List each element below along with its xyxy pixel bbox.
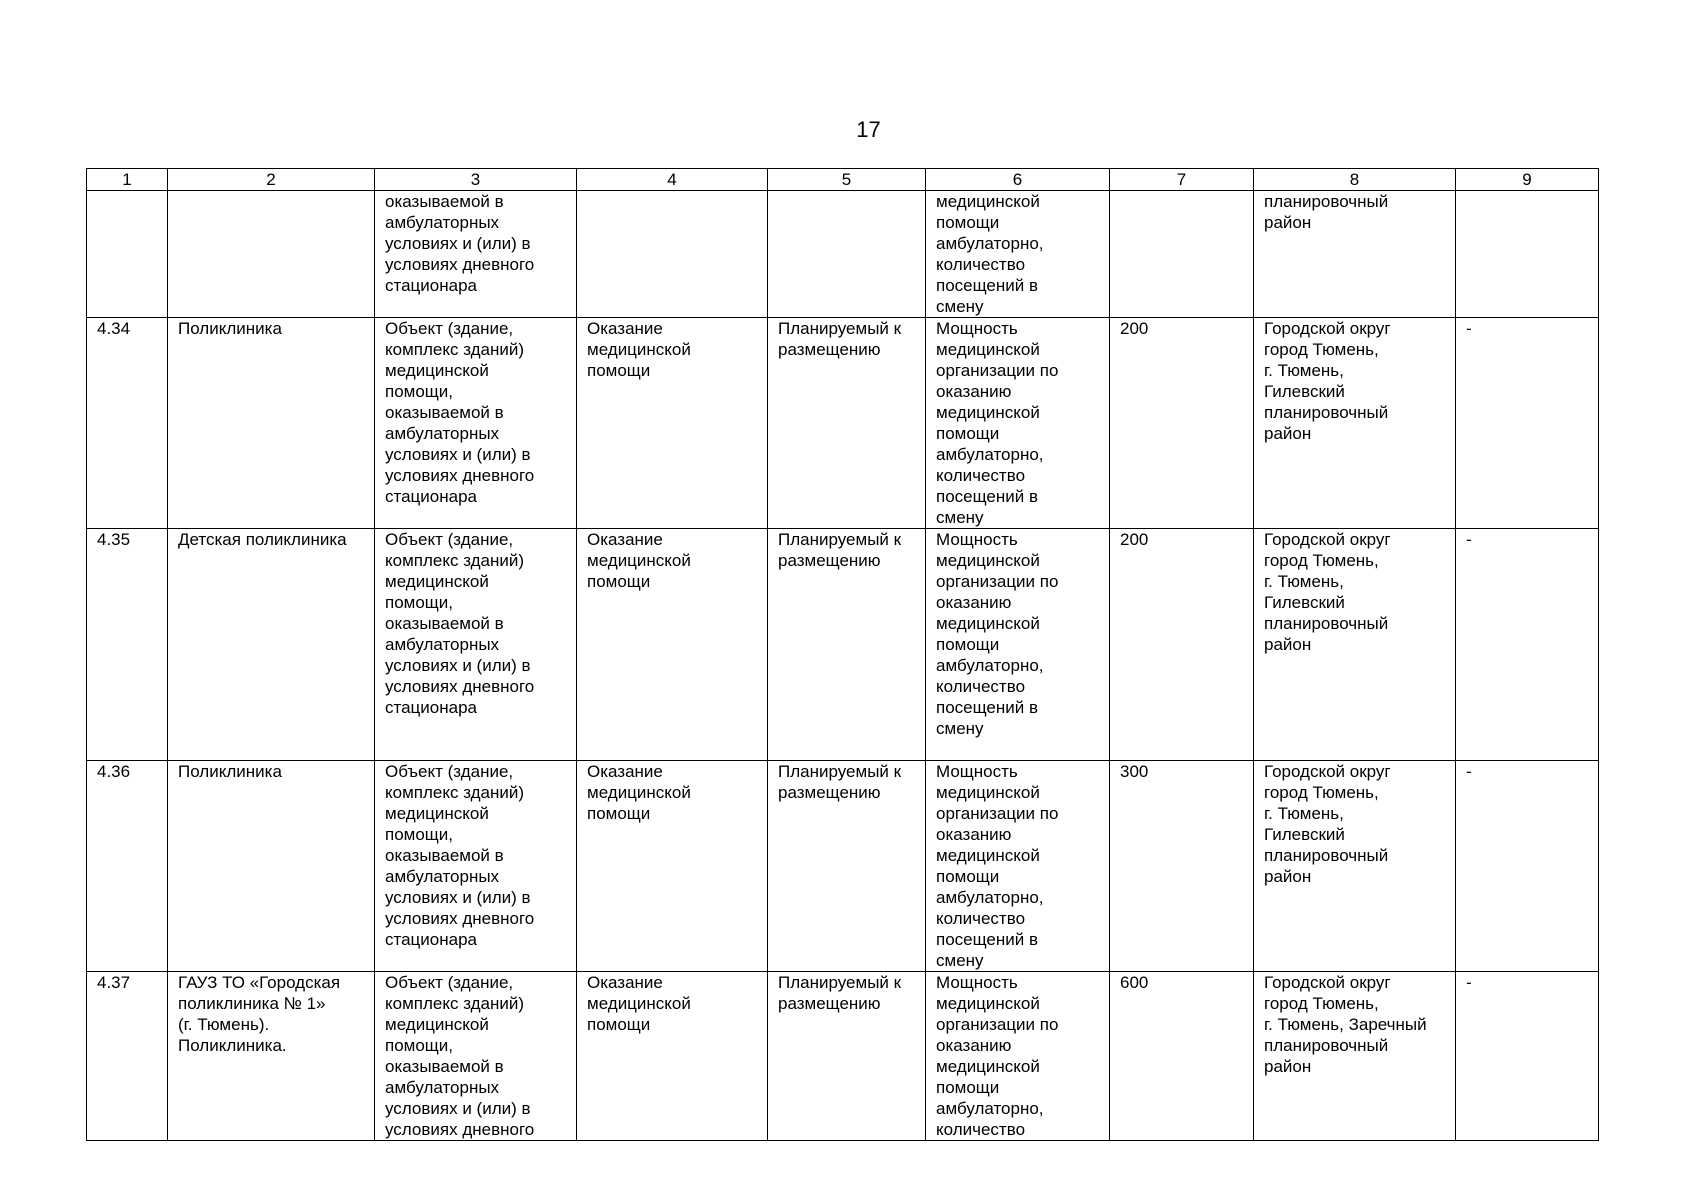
table-cell: Мощность медицинской организации по оказанию медицинской помощи амбулаторно, количество посещений в смену <box>926 761 1110 972</box>
table-cell <box>577 191 768 318</box>
table-cell: 600 <box>1110 972 1254 1141</box>
column-header: 6 <box>926 169 1110 191</box>
table-cell: Городской округ город Тюмень, г. Тюмень, Гилевский планировочный район <box>1254 529 1456 761</box>
table-cell: планировочный район <box>1254 191 1456 318</box>
table-cell: - <box>1456 318 1599 529</box>
table-cell: Объект (здание, комплекс зданий) медицинской помощи, оказываемой в амбулаторных условиях и (или) в условиях дневного стационара <box>375 318 577 529</box>
table-cell: Объект (здание, комплекс зданий) медицинской помощи, оказываемой в амбулаторных условиях и (или) в условиях дневного стационара <box>375 761 577 972</box>
page-number: 17 <box>856 117 881 142</box>
column-header: 4 <box>577 169 768 191</box>
table-row <box>87 191 1599 318</box>
table-cell: Поликлиника <box>168 318 375 529</box>
table-cell: 200 <box>1110 318 1254 529</box>
table-cell: 300 <box>1110 761 1254 972</box>
column-header: 3 <box>375 169 577 191</box>
table-cell: 4.37 <box>87 972 168 1141</box>
table-cell: Детская поликлиника <box>168 529 375 761</box>
table-cell: Городской округ город Тюмень, г. Тюмень, Гилевский планировочный район <box>1254 761 1456 972</box>
table-cell: оказываемой в амбулаторных условиях и (или) в условиях дневного стационара <box>375 191 577 318</box>
table-cell <box>1456 191 1599 318</box>
table-cell: Мощность медицинской организации по оказанию медицинской помощи амбулаторно, количество <box>926 972 1110 1141</box>
column-header: 8 <box>1254 169 1456 191</box>
table-cell: Объект (здание, комплекс зданий) медицинской помощи, оказываемой в амбулаторных условиях и (или) в условиях дневного <box>375 972 577 1141</box>
table-cell: 4.36 <box>87 761 168 972</box>
table-cell: Планируемый к размещению <box>768 318 926 529</box>
column-header: 9 <box>1456 169 1599 191</box>
table-cell: Оказание медицинской помощи <box>577 529 768 761</box>
column-header: 2 <box>168 169 375 191</box>
table-cell: Планируемый к размещению <box>768 972 926 1141</box>
table-cell: Городской округ город Тюмень, г. Тюмень, Заречный планировочный район <box>1254 972 1456 1141</box>
table-cell: 4.34 <box>87 318 168 529</box>
table-cell: - <box>1456 529 1599 761</box>
table-cell: Поликлиника <box>168 761 375 972</box>
column-header: 5 <box>768 169 926 191</box>
table-row <box>87 972 1599 1141</box>
table-cell: - <box>1456 972 1599 1141</box>
table-cell <box>1110 191 1254 318</box>
table-cell: 4.35 <box>87 529 168 761</box>
table-cell: Планируемый к размещению <box>768 761 926 972</box>
table-cell: ГАУЗ ТО «Городская поликлиника № 1» (г. Тюмень). Поликлиника. <box>168 972 375 1141</box>
table-cell <box>87 191 168 318</box>
table-header-row <box>87 169 1599 191</box>
table-cell: медицинской помощи амбулаторно, количество посещений в смену <box>926 191 1110 318</box>
table-cell <box>168 191 375 318</box>
table-cell: - <box>1456 761 1599 972</box>
table-cell: Оказание медицинской помощи <box>577 972 768 1141</box>
table-cell: Мощность медицинской организации по оказанию медицинской помощи амбулаторно, количество посещений в смену <box>926 529 1110 761</box>
column-header: 7 <box>1110 169 1254 191</box>
table-cell: Оказание медицинской помощи <box>577 318 768 529</box>
table-cell: 200 <box>1110 529 1254 761</box>
table-cell: Планируемый к размещению <box>768 529 926 761</box>
table-cell <box>768 191 926 318</box>
table-cell: Мощность медицинской организации по оказанию медицинской помощи амбулаторно, количество посещений в смену <box>926 318 1110 529</box>
column-header: 1 <box>87 169 168 191</box>
table-cell: Оказание медицинской помощи <box>577 761 768 972</box>
table-cell: Городской округ город Тюмень, г. Тюмень, Гилевский планировочный район <box>1254 318 1456 529</box>
table-cell: Объект (здание, комплекс зданий) медицинской помощи, оказываемой в амбулаторных условиях и (или) в условиях дневного стационара <box>375 529 577 761</box>
table-row <box>87 318 1599 529</box>
data-table <box>86 168 1599 1141</box>
table-row <box>87 761 1599 972</box>
table-row <box>87 529 1599 761</box>
